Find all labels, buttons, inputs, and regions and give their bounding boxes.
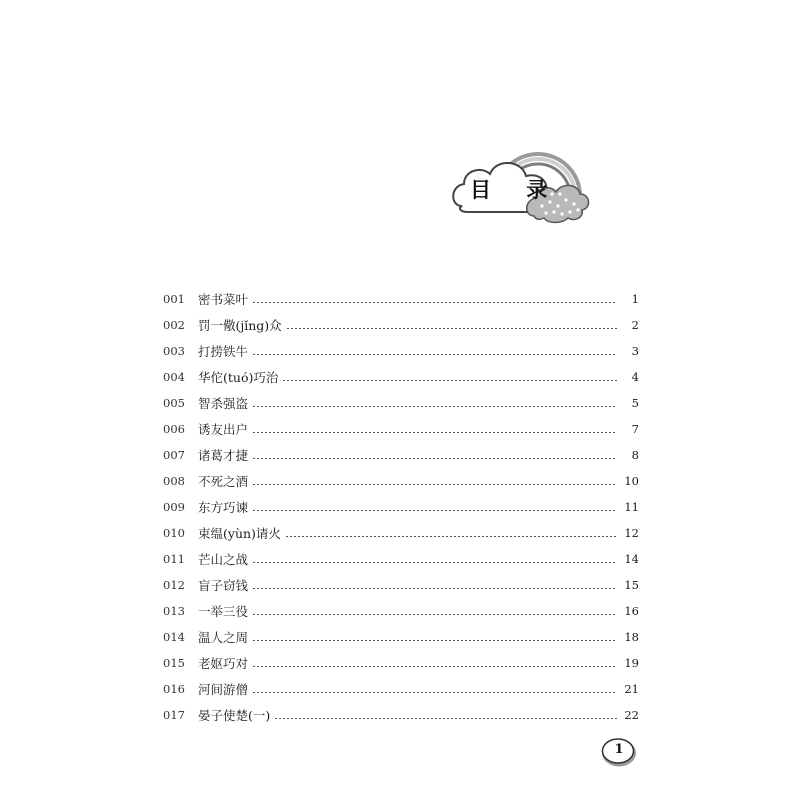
toc-entry[interactable] xyxy=(163,312,639,338)
toc-entry[interactable] xyxy=(163,676,639,702)
toc-entry-title: 诸葛才捷 xyxy=(198,448,249,463)
toc-entry[interactable] xyxy=(163,702,639,728)
toc-leader-dots xyxy=(285,536,617,537)
toc-entry-title: 智杀强盗 xyxy=(198,396,249,411)
toc-entry-title: 温人之周 xyxy=(198,630,249,645)
toc-entry[interactable] xyxy=(163,598,639,624)
toc-entry-page: 22 xyxy=(624,708,639,722)
toc-leader-dots xyxy=(252,406,617,407)
toc-entry-page: 16 xyxy=(624,604,639,618)
toc-entry-number: 014 xyxy=(163,630,185,644)
toc-entry-page: 21 xyxy=(624,682,639,696)
toc-leader-dots xyxy=(252,666,617,667)
toc-entry-page: 7 xyxy=(631,422,639,436)
toc-leader-dots xyxy=(286,328,617,329)
toc-entry-number: 006 xyxy=(163,422,185,436)
toc-entry-page: 15 xyxy=(624,578,639,592)
toc-leader-dots xyxy=(274,718,617,719)
toc-entry-number: 007 xyxy=(163,448,185,462)
toc-entry-page: 18 xyxy=(624,630,639,644)
toc-entry[interactable] xyxy=(163,650,639,676)
toc-leader-dots xyxy=(252,458,617,459)
toc-leader-dots xyxy=(252,484,617,485)
toc-entry[interactable] xyxy=(163,520,639,546)
toc-entry-title: 密书菜叶 xyxy=(198,292,249,307)
toc-entry-page: 2 xyxy=(631,318,639,332)
toc-entry[interactable] xyxy=(163,624,639,650)
toc-entry-page: 1 xyxy=(631,292,639,306)
toc-entry-page: 14 xyxy=(624,552,639,566)
toc-entry-number: 015 xyxy=(163,656,185,670)
toc-entry-number: 008 xyxy=(163,474,185,488)
toc-entry[interactable] xyxy=(163,390,639,416)
toc-leader-dots xyxy=(252,432,617,433)
toc-entry-number: 016 xyxy=(163,682,185,696)
toc-entry-title: 一举三役 xyxy=(198,604,249,619)
table-of-contents xyxy=(163,286,639,728)
toc-entry-page: 19 xyxy=(624,656,639,670)
toc-entry[interactable] xyxy=(163,442,639,468)
toc-entry[interactable] xyxy=(163,416,639,442)
toc-entry-page: 4 xyxy=(631,370,639,384)
toc-entry[interactable] xyxy=(163,494,639,520)
toc-leader-dots xyxy=(252,354,617,355)
page-number: 1 xyxy=(614,742,624,757)
toc-entry-number: 010 xyxy=(163,526,185,540)
toc-entry-title: 华佗(tuó)巧治 xyxy=(198,370,279,385)
toc-entry-title: 老妪巧对 xyxy=(198,656,249,671)
toc-leader-dots xyxy=(252,562,617,563)
toc-entry-title: 东方巧谏 xyxy=(198,500,249,515)
toc-entry[interactable] xyxy=(163,286,639,312)
toc-entry-number: 001 xyxy=(163,292,185,306)
toc-entry-title: 不死之酒 xyxy=(198,474,249,489)
toc-entry[interactable] xyxy=(163,364,639,390)
toc-entry-number: 017 xyxy=(163,708,185,722)
toc-entry-number: 004 xyxy=(163,370,185,384)
toc-entry-page: 11 xyxy=(624,500,639,514)
toc-entry[interactable] xyxy=(163,572,639,598)
toc-entry-title: 罚一儆(jǐng)众 xyxy=(198,318,282,333)
toc-entry-number: 003 xyxy=(163,344,185,358)
toc-entry-number: 002 xyxy=(163,318,185,332)
toc-entry-number: 005 xyxy=(163,396,185,410)
toc-entry-number: 013 xyxy=(163,604,185,618)
toc-entry-page: 8 xyxy=(631,448,639,462)
toc-entry-title: 河间游僧 xyxy=(198,682,249,697)
toc-entry-title: 束缊(yùn)请火 xyxy=(198,526,281,541)
toc-entry-page: 5 xyxy=(631,396,639,410)
toc-entry-number: 012 xyxy=(163,578,185,592)
toc-entry-title: 芒山之战 xyxy=(198,552,249,567)
page-number-badge xyxy=(600,736,638,768)
toc-entry-page: 3 xyxy=(631,344,639,358)
toc-entry[interactable] xyxy=(163,338,639,364)
toc-leader-dots xyxy=(252,302,617,303)
toc-entry-number: 011 xyxy=(163,552,185,566)
toc-entry[interactable] xyxy=(163,468,639,494)
toc-entry-title: 晏子使楚(一) xyxy=(198,708,271,723)
toc-entry-title: 打捞铁牛 xyxy=(198,344,249,359)
toc-leader-dots xyxy=(252,614,617,615)
toc-leader-dots xyxy=(252,588,617,589)
toc-leader-dots xyxy=(252,640,617,641)
toc-leader-dots xyxy=(252,692,617,693)
toc-entry-title: 诱友出户 xyxy=(198,422,249,437)
toc-entry-page: 10 xyxy=(624,474,639,488)
toc-entry-number: 009 xyxy=(163,500,185,514)
toc-leader-dots xyxy=(252,510,617,511)
toc-entry-page: 12 xyxy=(624,526,639,540)
page-title: 目 录 xyxy=(470,177,562,202)
toc-entry-title: 盲子窃钱 xyxy=(198,578,249,593)
toc-entry[interactable] xyxy=(163,546,639,572)
toc-leader-dots xyxy=(282,380,617,381)
